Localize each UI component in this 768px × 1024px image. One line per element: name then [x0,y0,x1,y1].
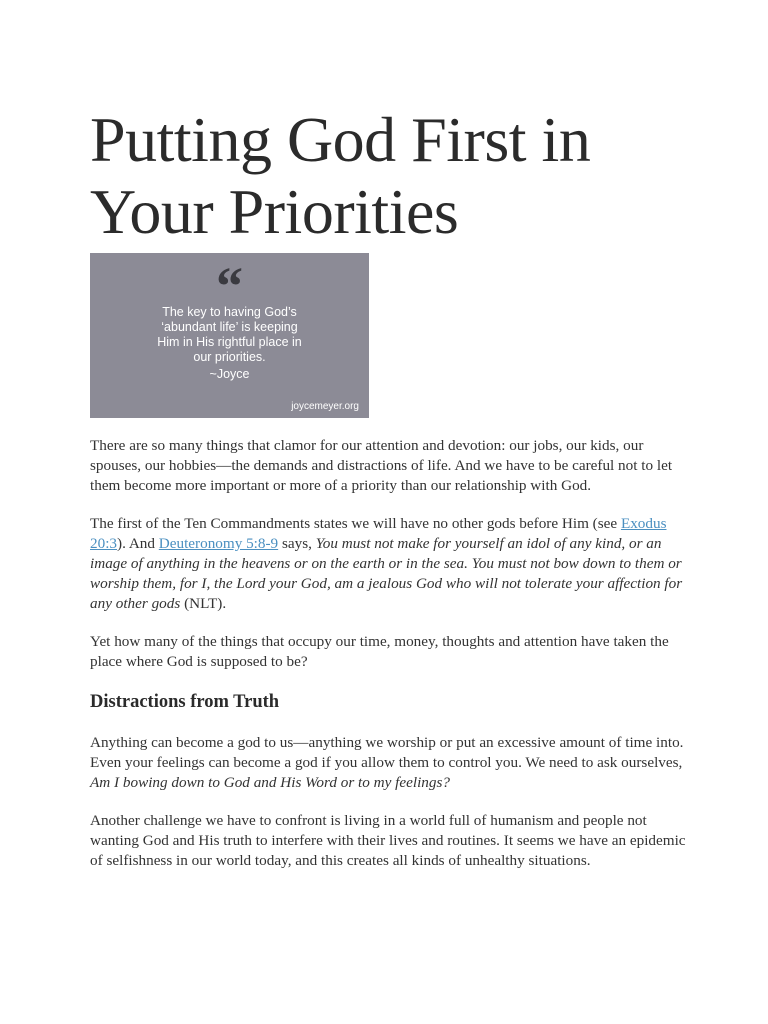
exodus-link[interactable]: Exodus 20:3 [90,515,667,552]
paragraph-3: Yet how many of the things that occupy our time, money, thoughts and attention have taken the place where God is supposed to be? [90,633,669,670]
paragraph-4 [90,733,690,793]
quote-image [90,253,369,418]
paragraph-2 [90,514,690,614]
quote-line: our priorities. [193,350,266,364]
quote-mark-icon: “ [216,256,243,316]
article-body [90,436,690,889]
paragraph-5: Another challenge we have to confront is living in a world full of humanism and people not wanting God and His truth to interfere with their lives and routines. It seems we have an epidemic of selfishness in our world today, and this creates all kinds of unhealthy situations. [90,812,686,869]
paragraph-4-text: Anything can become a god to us—anything we worship or put an excessive amount of time into. Even your feelings can become a god if you allow them to control you. We need to ask ourselves, [90,734,684,771]
page-title: Putting God First in Your Priorities [90,104,591,247]
scripture-quote: You must not make for yourself an idol of any kind, or an image of anything in the heavens or on the earth or in the sea. You must not bow down to them or worship them, for I, the Lord your God, am a jealous God who will not tolerate your affection for any other gods [90,535,683,612]
section-heading: Distractions from Truth [90,692,280,712]
quote-site: joycemeyer.org [291,401,359,412]
quote-author: ~Joyce [209,367,250,381]
quote-line: The key to having God’s [162,305,297,319]
quote-text [90,305,369,365]
paragraph-2-text-a: The first of the Ten Commandments states we will have no other gods before Him (see [90,515,621,532]
paragraph-2-text-c: says, [278,535,316,552]
paragraph-2-text-b: ). And [117,535,159,552]
quote-line: Him in His rightful place in [157,335,302,349]
deuteronomy-link[interactable]: Deuteronomy 5:8-9 [158,535,279,552]
quote-line: ‘abundant life’ is keeping [161,320,298,334]
paragraph-1: There are so many things that clamor for our attention and devotion: our jobs, our kids, our spouses, our hobbies—the demands and distractions of life. And we have to be careful not to let them become more important or more of a priority than our relationship with God. [90,437,673,494]
paragraph-4-question: Am I bowing down to God and His Word or to my feelings? [90,774,450,791]
paragraph-2-text-d: (NLT). [180,595,227,612]
